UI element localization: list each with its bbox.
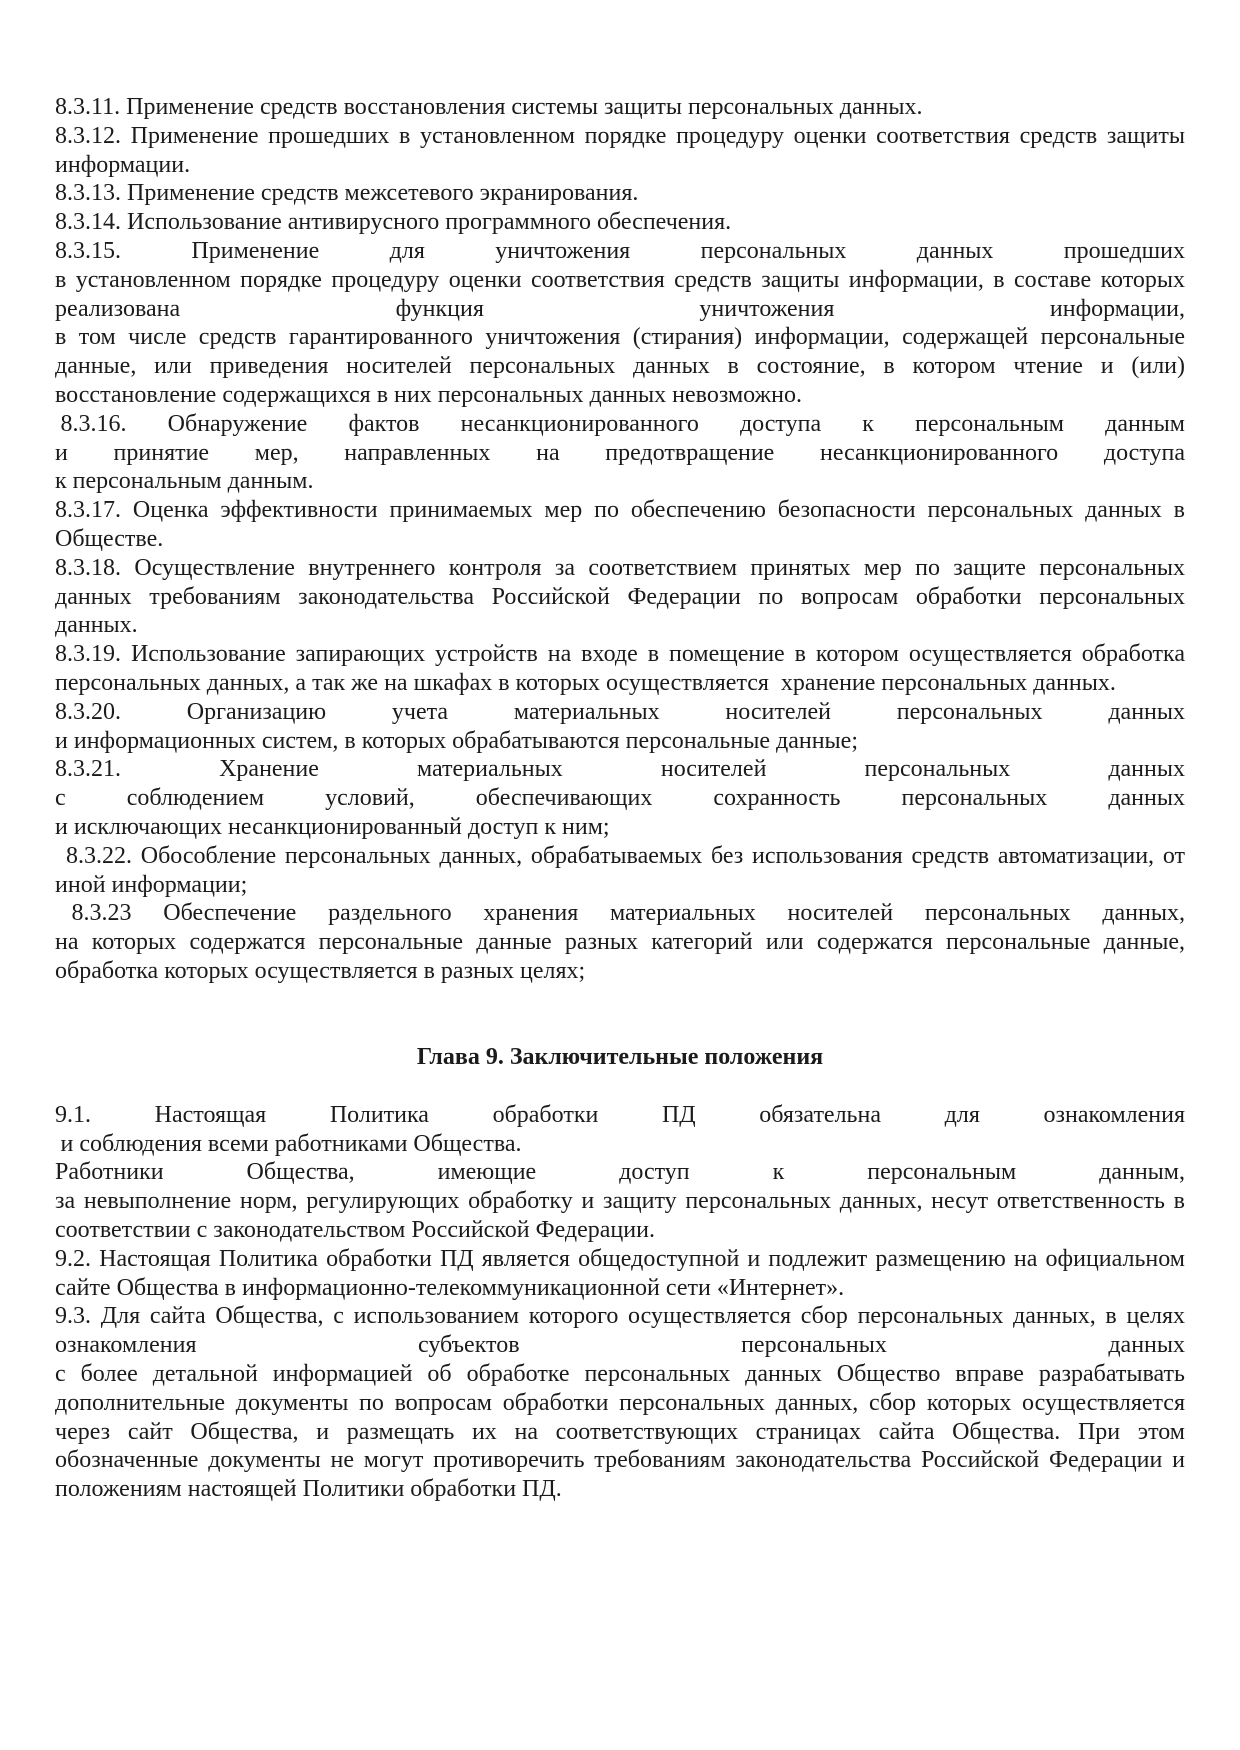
text-line: Обществе. [55, 525, 164, 552]
blank-line [55, 1015, 1185, 1044]
text-line: данных требованиям законодательства Российской Федерации по вопросам обработки персональных [55, 583, 1185, 610]
text-line: сайте Общества в информационно-телекоммуникационной сети «Интернет». [55, 1274, 845, 1301]
text-line: на которых содержатся персональные данные разных категорий или содержатся персональные данные, [55, 929, 1185, 956]
chapter-9-spacer-after [55, 1072, 1185, 1101]
blank-line [55, 986, 1185, 1015]
text-line: к персональным данным. [55, 468, 314, 495]
text-line: иной информации; [55, 871, 248, 898]
text-line: Работники Общества, имеющие доступ к персональным данным, [55, 1159, 1185, 1186]
text-line: положениям настоящей Политики обработки ПД. [55, 1476, 562, 1503]
text-line: ознакомления субъектов персональных данных [55, 1332, 1185, 1359]
text-line: информации. [55, 151, 191, 178]
text-line: 8.3.12. Применение прошедших в установленном порядке процедуру оценки соответствия средств защиты [55, 122, 1185, 149]
text-line: и информационных систем, в которых обрабатываются персональные данные; [55, 727, 858, 754]
text-line: 8.3.15. Применение для уничтожения персональных данных прошедших [55, 237, 1185, 264]
text-line: в установленном порядке процедуру оценки соответствия средств защиты информации, в составе которых [55, 266, 1185, 293]
text-line: и исключающих несанкционированный доступ к ним; [55, 813, 610, 840]
text-line: в том числе средств гарантированного уничтожения (стирания) информации, содержащей персональные [55, 324, 1185, 351]
text-line: и соблюдения всеми работниками Общества. [60, 1130, 522, 1157]
chapter-9-body [55, 1101, 1185, 1504]
text-line: 8.3.20. Организацию учета материальных носителей персональных данных [55, 698, 1185, 725]
text-line: 8.3.22. Обособление персональных данных, обрабатываемых без использования средств автоматизации, от [66, 842, 1185, 869]
text-line: и принятие мер, направленных на предотвращение несанкционированного доступа [55, 439, 1185, 466]
text-line: за невыполнение норм, регулирующих обработку и защиту персональных данных, несут ответственность в [55, 1188, 1185, 1215]
text-line: 8.3.23 Обеспечение раздельного хранения материальных носителей персональных данных, [71, 900, 1185, 927]
text-line: 8.3.13. Применение средств межсетевого экранирования. [55, 180, 639, 207]
text-line: 8.3.17. Оценка эффективности принимаемых мер по обеспечению безопасности персональных данных в [55, 497, 1185, 524]
text-line: 9.3. Для сайта Общества, с использованием которого осуществляется сбор персональных данных, в целях [55, 1303, 1185, 1330]
text-line: 8.3.11. Применение средств восстановления системы защиты персональных данных. [55, 94, 923, 120]
section-8-3-body [55, 93, 1185, 986]
text-line: 8.3.18. Осуществление внутреннего контроля за соответствием принятых мер по защите персональных [55, 554, 1185, 581]
blank-line [55, 1072, 1185, 1101]
text-line: с более детальной информацией об обработке персональных данных Общество вправе разрабатывать [55, 1361, 1185, 1388]
text-line: данные, или приведения носителей персональных данных в состояние, в котором чтение и (или) [55, 353, 1185, 380]
text-line: 9.2. Настоящая Политика обработки ПД является общедоступной и подлежит размещению на официальном [55, 1245, 1185, 1272]
text-line: 9.1. Настоящая Политика обработки ПД обязательна для ознакомления [55, 1101, 1185, 1128]
text-line: через сайт Общества, и размещать их на соответствующих страницах сайта Общества. При этом [55, 1418, 1185, 1445]
text-line: 8.3.19. Использование запирающих устройств на входе в помещение в котором осуществляется обработка [55, 641, 1185, 668]
text-line: реализована функция уничтожения информации, [55, 295, 1185, 322]
text-line: 8.3.21. Хранение материальных носителей персональных данных [55, 756, 1185, 783]
chapter-heading: Глава 9. Заключительные положения [416, 1044, 824, 1071]
text-line: дополнительные документы по вопросам обработки персональных данных, сбор которых осуществляется [55, 1389, 1185, 1416]
text-line: обозначенные документы не могут противоречить требованиям законодательства Российской Федерации и [55, 1447, 1185, 1474]
text-line: 8.3.16. Обнаружение фактов несанкционированного доступа к персональным данным [60, 410, 1185, 437]
text-line: обработка которых осуществляется в разных целях; [55, 957, 586, 984]
text-line: с соблюдением условий, обеспечивающих сохранность персональных данных [55, 785, 1185, 812]
text-line: персональных данных, а так же на шкафах в которых осуществляется хранение персональных данных. [55, 669, 1116, 696]
chapter-9-spacer-before [55, 986, 1185, 1044]
text-line: восстановление содержащихся в них персональных данных невозможно. [55, 381, 802, 408]
text-line: данных. [55, 612, 138, 639]
text-line: 8.3.14. Использование антивирусного программного обеспечения. [55, 209, 732, 236]
text-line: соответствии с законодательством Российской Федерации. [55, 1217, 655, 1244]
